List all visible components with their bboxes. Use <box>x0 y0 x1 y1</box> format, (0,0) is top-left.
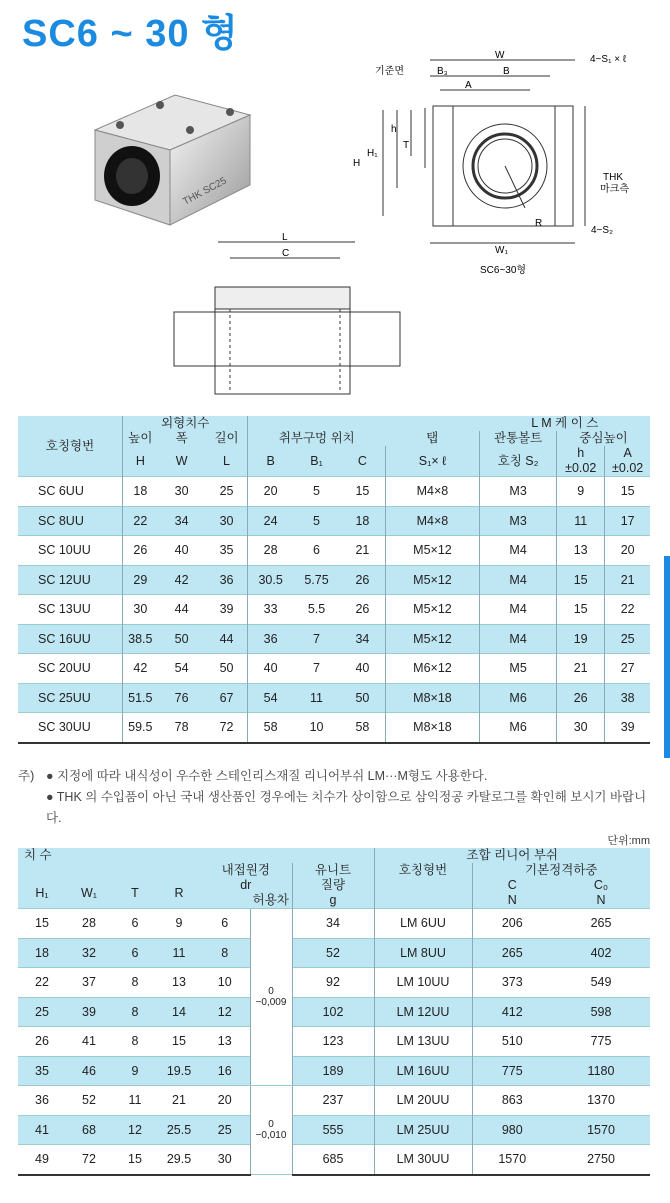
col-bush-group: 조합 리니어 부쉬 <box>374 848 650 863</box>
cell-c: 18 <box>340 506 385 536</box>
cell-c: 863 <box>472 1086 552 1116</box>
page-title: SC6 ~ 30 형 <box>22 13 239 55</box>
cell-bush: LM 16UU <box>374 1056 472 1086</box>
dim-h: H <box>353 158 361 169</box>
cell-c: 21 <box>340 536 385 566</box>
col-unit-mass: 유니트 <box>292 863 374 878</box>
cell-name: SC 8UU <box>18 506 123 536</box>
cell-w1: 52 <box>66 1086 112 1116</box>
col-load: 기본정격하중 <box>472 863 650 878</box>
notes <box>18 766 658 829</box>
cell-bolt: M3 <box>480 506 557 536</box>
cell-t: 6 <box>112 938 158 968</box>
cell-a: 25 <box>605 624 650 654</box>
cell-tolerance <box>250 909 292 1086</box>
cell-a: 38 <box>605 683 650 713</box>
col-r: R <box>174 885 184 900</box>
cell-mass: 34 <box>292 909 374 939</box>
cell-c: 15 <box>340 477 385 507</box>
dim-b3: B₃ <box>437 66 448 77</box>
cell-a: 21 <box>605 565 650 595</box>
cell-t: 8 <box>112 997 158 1027</box>
cell-t: 12 <box>112 1115 158 1145</box>
cell-bush: LM 10UU <box>374 968 472 998</box>
cell-b1: 5 <box>293 506 340 536</box>
cell-r: 11 <box>158 938 200 968</box>
cell-tap: M5×12 <box>385 536 479 566</box>
cell-dr: 12 <box>200 997 250 1027</box>
cell-tap: M4×8 <box>385 506 479 536</box>
cell-h: 26 <box>557 683 605 713</box>
tolerance-upper: 0 <box>268 986 274 997</box>
cell-r: 13 <box>158 968 200 998</box>
cell-l: 35 <box>206 536 248 566</box>
cell-h1: 25 <box>18 997 66 1027</box>
table-row <box>18 683 650 713</box>
cell-w: 34 <box>158 506 206 536</box>
cell-h1: 15 <box>18 909 66 939</box>
cell-w1: 46 <box>66 1056 112 1086</box>
table-row <box>18 624 650 654</box>
cell-t: 9 <box>112 1056 158 1086</box>
cell-l: 25 <box>206 477 248 507</box>
col-width: 폭 <box>175 431 188 445</box>
tolerance-upper: 0 <box>268 1119 274 1130</box>
cell-l: 36 <box>206 565 248 595</box>
cell-w1: 72 <box>66 1145 112 1175</box>
col-t: T <box>131 885 139 900</box>
cell-c: 373 <box>472 968 552 998</box>
cell-name: SC 10UU <box>18 536 123 566</box>
cell-dr: 6 <box>200 909 250 939</box>
cell-h: 18 <box>123 477 158 507</box>
notes-prefix: 주) <box>18 769 35 783</box>
cell-l: 30 <box>206 506 248 536</box>
col-center-h <box>557 446 605 477</box>
cell-h1: 35 <box>18 1056 66 1086</box>
cell-t: 8 <box>112 968 158 998</box>
cell-h: 30 <box>123 595 158 625</box>
cell-h: 9 <box>557 477 605 507</box>
dim-r: R <box>535 218 543 229</box>
cell-bolt: M4 <box>480 565 557 595</box>
cell-c: 510 <box>472 1027 552 1057</box>
cell-bush: LM 6UU <box>374 909 472 939</box>
side-view-diagram <box>170 232 405 402</box>
col-mass: 질량 <box>292 878 374 893</box>
cell-c: 34 <box>340 624 385 654</box>
cell-r: 14 <box>158 997 200 1027</box>
cell-h: 15 <box>557 565 605 595</box>
col-center: 중심높이 <box>557 431 650 446</box>
cell-c0: 1570 <box>552 1115 650 1145</box>
table-row <box>18 713 650 743</box>
cell-c: 265 <box>472 938 552 968</box>
cell-h1: 49 <box>18 1145 66 1175</box>
table-row <box>18 1027 650 1057</box>
cell-l: 50 <box>206 654 248 684</box>
cell-tap: M5×12 <box>385 595 479 625</box>
cell-mass: 189 <box>292 1056 374 1086</box>
cell-a: 39 <box>605 713 650 743</box>
cell-b: 24 <box>248 506 293 536</box>
cell-r: 19.5 <box>158 1056 200 1086</box>
cell-h: 59.5 <box>123 713 158 743</box>
cell-mass: 237 <box>292 1086 374 1116</box>
cell-a: 15 <box>605 477 650 507</box>
cell-r: 21 <box>158 1086 200 1116</box>
col-tol: 허용차 <box>252 893 289 907</box>
cell-tap: M8×18 <box>385 683 479 713</box>
cell-a: 27 <box>605 654 650 684</box>
cell-r: 9 <box>158 909 200 939</box>
dim-s2: 4−S₂ <box>591 225 613 236</box>
col-mount: 취부구멍 위치 <box>248 431 385 446</box>
cell-l: 67 <box>206 683 248 713</box>
table-row <box>18 909 650 939</box>
diagram-caption: SC6~30형 <box>480 265 527 276</box>
cell-w1: 37 <box>66 968 112 998</box>
cell-mass: 555 <box>292 1115 374 1145</box>
cell-tap: M5×12 <box>385 565 479 595</box>
cell-b1: 5.75 <box>293 565 340 595</box>
cell-h: 11 <box>557 506 605 536</box>
cell-w1: 41 <box>66 1027 112 1057</box>
cell-w1: 32 <box>66 938 112 968</box>
cell-b1: 6 <box>293 536 340 566</box>
col-bore-sym: dr <box>240 878 252 892</box>
cell-c: 40 <box>340 654 385 684</box>
dim-h-small: h <box>391 124 397 135</box>
cell-c0: 265 <box>552 909 650 939</box>
cell-c0: 2750 <box>552 1145 650 1175</box>
col-height: 높이 <box>123 431 158 446</box>
cell-name: SC 13UU <box>18 595 123 625</box>
cell-w1: 39 <box>66 997 112 1027</box>
cell-c: 26 <box>340 595 385 625</box>
cell-c: 775 <box>472 1056 552 1086</box>
cell-w: 50 <box>158 624 206 654</box>
col-mass-unit: g <box>292 893 374 909</box>
cell-mass: 52 <box>292 938 374 968</box>
cell-bolt: M4 <box>480 595 557 625</box>
cell-bush: LM 25UU <box>374 1115 472 1145</box>
cell-c: 58 <box>340 713 385 743</box>
cell-w: 76 <box>158 683 206 713</box>
table-row <box>18 938 650 968</box>
cell-b1: 5.5 <box>293 595 340 625</box>
tolerance-lower: −0,009 <box>255 997 287 1008</box>
cell-tap: M4×8 <box>385 477 479 507</box>
cell-h: 22 <box>123 506 158 536</box>
cell-bolt: M4 <box>480 536 557 566</box>
cell-h: 21 <box>557 654 605 684</box>
col-c-unit: N <box>472 893 552 909</box>
cell-bolt: M3 <box>480 477 557 507</box>
col-width-sym: W <box>175 453 188 468</box>
col-b1: B₁ <box>310 453 323 468</box>
cell-name: SC 12UU <box>18 565 123 595</box>
block-label: THK SC25 <box>181 175 229 208</box>
cell-bush: LM 30UU <box>374 1145 472 1175</box>
cell-bush: LM 20UU <box>374 1086 472 1116</box>
cell-w: 44 <box>158 595 206 625</box>
col-w1: W₁ <box>80 885 97 900</box>
table-row <box>18 565 650 595</box>
table-row <box>18 477 650 507</box>
cell-bolt: M5 <box>480 654 557 684</box>
cell-b1: 5 <box>293 477 340 507</box>
cell-h: 30 <box>557 713 605 743</box>
cell-c0: 598 <box>552 997 650 1027</box>
col-a-tol: ±0.02 <box>612 461 644 475</box>
cell-b1: 7 <box>293 624 340 654</box>
col-center-h-label: h <box>577 446 585 460</box>
cell-h: 42 <box>123 654 158 684</box>
cell-h1: 41 <box>18 1115 66 1145</box>
cell-dr: 10 <box>200 968 250 998</box>
cell-w: 78 <box>158 713 206 743</box>
cell-b: 54 <box>248 683 293 713</box>
cell-w: 54 <box>158 654 206 684</box>
cell-c0: 775 <box>552 1027 650 1057</box>
cell-tap: M5×12 <box>385 624 479 654</box>
table-row <box>18 997 650 1027</box>
dim-w: W <box>495 50 505 61</box>
mark-label: 마크측 <box>600 184 629 195</box>
dimension-table <box>18 416 650 744</box>
cell-r: 29.5 <box>158 1145 200 1175</box>
cell-b: 58 <box>248 713 293 743</box>
cell-b1: 11 <box>293 683 340 713</box>
cell-a: 17 <box>605 506 650 536</box>
cell-l: 44 <box>206 624 248 654</box>
cell-r: 25.5 <box>158 1115 200 1145</box>
table-row <box>18 1056 650 1086</box>
col-bolt-sym: 호칭 S₂ <box>480 446 557 477</box>
product-photo <box>80 90 260 230</box>
dim-h1: H₁ <box>367 148 378 159</box>
cell-h: 19 <box>557 624 605 654</box>
cell-b: 28 <box>248 536 293 566</box>
table-row <box>18 1115 650 1145</box>
col-c0: C₀ <box>593 878 609 892</box>
cell-h1: 36 <box>18 1086 66 1116</box>
cell-tap: M6×12 <box>385 654 479 684</box>
note-2: ● THK 의 수입품이 아닌 국내 생산품인 경우에는 치수가 상이함으로 삼익정공 카탈로그를 확인해 보시기 바랍니다. <box>46 790 647 825</box>
cell-name: SC 6UU <box>18 477 123 507</box>
cell-w1: 28 <box>66 909 112 939</box>
dim-s1: 4−S₁ × ℓ <box>590 54 627 65</box>
cell-c0: 1370 <box>552 1086 650 1116</box>
col-height-sym: H <box>123 446 158 477</box>
cell-w: 42 <box>158 565 206 595</box>
cell-name: SC 20UU <box>18 654 123 684</box>
col-name: 호칭형번 <box>45 438 95 453</box>
cell-dr: 8 <box>200 938 250 968</box>
cell-bolt: M4 <box>480 624 557 654</box>
cell-t: 6 <box>112 909 158 939</box>
cell-tolerance <box>250 1086 292 1175</box>
cell-dr: 16 <box>200 1056 250 1086</box>
cell-bolt: M6 <box>480 713 557 743</box>
cell-h: 29 <box>123 565 158 595</box>
note-1: ● 지정에 따라 내식성이 우수한 스테인리스재질 리니어부쉬 LM···M형도 사용한다. <box>46 769 488 783</box>
unit-spec-table <box>18 848 650 1176</box>
cell-b: 40 <box>248 654 293 684</box>
col-c0-unit: N <box>596 893 606 907</box>
cell-tap: M8×18 <box>385 713 479 743</box>
cell-a: 20 <box>605 536 650 566</box>
cell-t: 15 <box>112 1145 158 1175</box>
dim-l: L <box>282 232 288 243</box>
cell-bush: LM 12UU <box>374 997 472 1027</box>
cell-c: 50 <box>340 683 385 713</box>
cell-c: 206 <box>472 909 552 939</box>
cell-l: 39 <box>206 595 248 625</box>
col-center-tol: ±0.02 <box>565 461 597 475</box>
cell-w: 30 <box>158 477 206 507</box>
col-length: 길이 <box>214 431 239 445</box>
cell-mass: 685 <box>292 1145 374 1175</box>
thk-label: THK <box>603 172 623 183</box>
dim-b: B <box>503 66 510 77</box>
col-b: B <box>248 446 293 477</box>
table-row <box>18 506 650 536</box>
col-c-rating: C <box>472 878 552 893</box>
cell-h1: 22 <box>18 968 66 998</box>
cell-h: 13 <box>557 536 605 566</box>
cell-w: 40 <box>158 536 206 566</box>
cell-name: SC 30UU <box>18 713 123 743</box>
col-bush-name: 호칭형번 <box>374 863 472 878</box>
cell-c: 26 <box>340 565 385 595</box>
cell-b1: 7 <box>293 654 340 684</box>
cell-h: 51.5 <box>123 683 158 713</box>
cell-dr: 13 <box>200 1027 250 1057</box>
cell-t: 8 <box>112 1027 158 1057</box>
cell-h: 38.5 <box>123 624 158 654</box>
ref-surface: 기준면 <box>375 66 404 77</box>
col-a-label: A <box>623 446 632 460</box>
table-row <box>18 595 650 625</box>
table-row <box>18 968 650 998</box>
col-tap-sym: S₁× ℓ <box>385 446 479 477</box>
dim-w1: W₁ <box>495 245 508 256</box>
cell-b1: 10 <box>293 713 340 743</box>
col-h1: H₁ <box>35 885 49 900</box>
cell-h: 15 <box>557 595 605 625</box>
cell-dr: 20 <box>200 1086 250 1116</box>
cell-mass: 92 <box>292 968 374 998</box>
cell-name: SC 16UU <box>18 624 123 654</box>
table-row <box>18 1086 650 1116</box>
tolerance-lower: −0,010 <box>255 1130 287 1141</box>
col-length-sym: L <box>223 453 230 468</box>
section-tab <box>664 556 670 758</box>
cell-mass: 123 <box>292 1027 374 1057</box>
cell-name: SC 25UU <box>18 683 123 713</box>
cell-b: 20 <box>248 477 293 507</box>
col-lm-case: L M 케 이 스 <box>531 416 599 430</box>
cell-c0: 402 <box>552 938 650 968</box>
table-row <box>18 536 650 566</box>
col-dims: 치 수 <box>24 848 52 862</box>
cell-l: 72 <box>206 713 248 743</box>
cell-r: 15 <box>158 1027 200 1057</box>
col-tap: 탭 <box>426 431 439 445</box>
col-outer: 외형치수 <box>123 416 248 431</box>
dim-t: T <box>403 140 410 151</box>
col-a <box>605 446 650 477</box>
cell-bush: LM 13UU <box>374 1027 472 1057</box>
cell-w1: 68 <box>66 1115 112 1145</box>
table-row <box>18 654 650 684</box>
cell-t: 11 <box>112 1086 158 1116</box>
cell-dr: 30 <box>200 1145 250 1175</box>
cell-b: 33 <box>248 595 293 625</box>
cell-h: 26 <box>123 536 158 566</box>
cell-bolt: M6 <box>480 683 557 713</box>
col-bolt: 관통볼트 <box>480 431 557 446</box>
cell-mass: 102 <box>292 997 374 1027</box>
dim-c: C <box>282 248 290 259</box>
table-row <box>18 1145 650 1175</box>
cell-c0: 1180 <box>552 1056 650 1086</box>
cell-h1: 18 <box>18 938 66 968</box>
cell-dr: 25 <box>200 1115 250 1145</box>
dim-a: A <box>465 80 472 91</box>
cell-bush: LM 8UU <box>374 938 472 968</box>
col-c: C <box>357 453 367 468</box>
unit-label: 단위:mm <box>607 835 650 847</box>
cell-c: 412 <box>472 997 552 1027</box>
cell-c0: 549 <box>552 968 650 998</box>
cell-b: 36 <box>248 624 293 654</box>
cell-h1: 26 <box>18 1027 66 1057</box>
cell-c: 1570 <box>472 1145 552 1175</box>
cell-b: 30.5 <box>248 565 293 595</box>
col-bore: 내접원경 <box>221 863 270 877</box>
cell-c: 980 <box>472 1115 552 1145</box>
cell-a: 22 <box>605 595 650 625</box>
